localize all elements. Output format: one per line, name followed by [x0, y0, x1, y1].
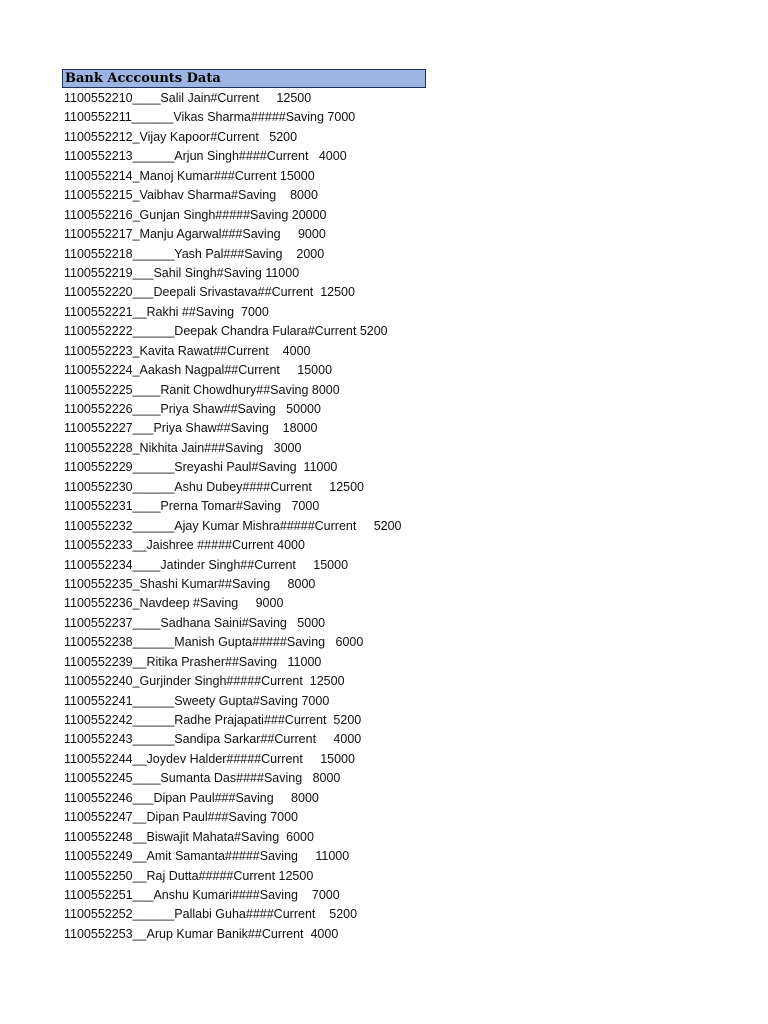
account-row[interactable]: 1100552243______Sandipa Sarkar##Current 4000: [64, 732, 362, 747]
account-row[interactable]: 1100552219___Sahil Singh#Saving 11000: [64, 265, 300, 280]
account-row[interactable]: 1100552218______Yash Pal###Saving 2000: [64, 246, 325, 261]
account-row[interactable]: 1100552225____Ranit Chowdhury##Saving 8000: [64, 382, 340, 397]
account-row[interactable]: 1100552253__Arup Kumar Banik##Current 4000: [64, 926, 339, 941]
account-row[interactable]: 1100552230______Ashu Dubey####Current 12500: [64, 479, 365, 494]
account-row[interactable]: 1100552241______Sweety Gupta#Saving 7000: [64, 693, 330, 708]
account-row[interactable]: 1100552248__Biswajit Mahata#Saving 6000: [64, 829, 314, 844]
account-row[interactable]: 1100552252______Pallabi Guha####Current 5200: [64, 907, 358, 922]
account-row[interactable]: 1100552233__Jaishree #####Current 4000: [64, 538, 305, 553]
account-row[interactable]: 1100552249__Amit Samanta#####Saving 11000: [64, 849, 350, 864]
account-row[interactable]: 1100552237____Sadhana Saini#Saving 5000: [64, 615, 326, 630]
account-row[interactable]: 1100552229______Sreyashi Paul#Saving 11000: [64, 460, 338, 475]
account-row[interactable]: 1100552215_Vaibhav Sharma#Saving 8000: [64, 188, 318, 203]
account-row[interactable]: 1100552217_Manju Agarwal###Saving 9000: [64, 227, 326, 242]
account-row[interactable]: 1100552221__Rakhi ##Saving 7000: [64, 304, 269, 319]
account-row[interactable]: 1100552244__Joydev Halder#####Current 15000: [64, 751, 355, 766]
account-row[interactable]: 1100552213______Arjun Singh####Current 4000: [64, 149, 347, 164]
account-row[interactable]: 1100552223_Kavita Rawat##Current 4000: [64, 343, 311, 358]
account-row[interactable]: 1100552231____Prerna Tomar#Saving 7000: [64, 499, 320, 514]
account-row[interactable]: 1100552247__Dipan Paul###Saving 7000: [64, 810, 299, 825]
account-row[interactable]: 1100552242______Radhe Prajapati###Current 5200: [64, 713, 362, 727]
account-row[interactable]: 1100552228_Nikhita Jain###Saving 3000: [64, 440, 302, 455]
account-row[interactable]: 1100552220___Deepali Srivastava##Current 12500: [64, 285, 355, 300]
account-row[interactable]: 1100552224_Aakash Nagpal##Current 15000: [64, 363, 333, 378]
spreadsheet: [62, 69, 662, 944]
account-row[interactable]: 1100552235_Shashi Kumar##Saving 8000: [64, 576, 316, 591]
account-row[interactable]: 1100552240_Gurjinder Singh#####Current 12500: [64, 674, 345, 689]
account-row[interactable]: 1100552214_Manoj Kumar###Current 15000: [64, 168, 315, 183]
account-row[interactable]: 1100552232______Ajay Kumar Mishra#####Current 5200: [64, 518, 402, 533]
account-row[interactable]: 1100552238______Manish Gupta#####Saving 6000: [64, 635, 364, 650]
account-row[interactable]: 1100552245____Sumanta Das####Saving 8000: [64, 771, 341, 786]
sheet-title-cell[interactable]: Bank Acccounts Data: [62, 69, 426, 88]
account-row[interactable]: 1100552210____Salil Jain#Current 12500: [64, 91, 312, 105]
account-row[interactable]: 1100552251___Anshu Kumari####Saving 7000: [64, 887, 340, 902]
account-row[interactable]: 1100552250__Raj Dutta#####Current 12500: [64, 868, 314, 883]
account-row[interactable]: 1100552246___Dipan Paul###Saving 8000: [64, 790, 319, 805]
account-row[interactable]: 1100552236_Navdeep #Saving 9000: [64, 596, 284, 611]
account-row[interactable]: 1100552234____Jatinder Singh##Current 15000: [64, 557, 349, 572]
account-row[interactable]: 1100552226____Priya Shaw##Saving 50000: [64, 402, 321, 416]
data-rows: [62, 88, 662, 944]
account-row[interactable]: 1100552227___Priya Shaw##Saving 18000: [64, 421, 318, 436]
account-row[interactable]: 1100552222______Deepak Chandra Fulara#Current 5200: [64, 324, 388, 339]
account-row[interactable]: 1100552211______Vikas Sharma#####Saving 7000: [64, 110, 356, 125]
account-row[interactable]: 1100552216_Gunjan Singh#####Saving 20000: [64, 207, 327, 222]
account-row[interactable]: 1100552212_Vijay Kapoor#Current 5200: [64, 129, 298, 144]
account-row[interactable]: 1100552239__Ritika Prasher##Saving 11000: [64, 654, 322, 669]
